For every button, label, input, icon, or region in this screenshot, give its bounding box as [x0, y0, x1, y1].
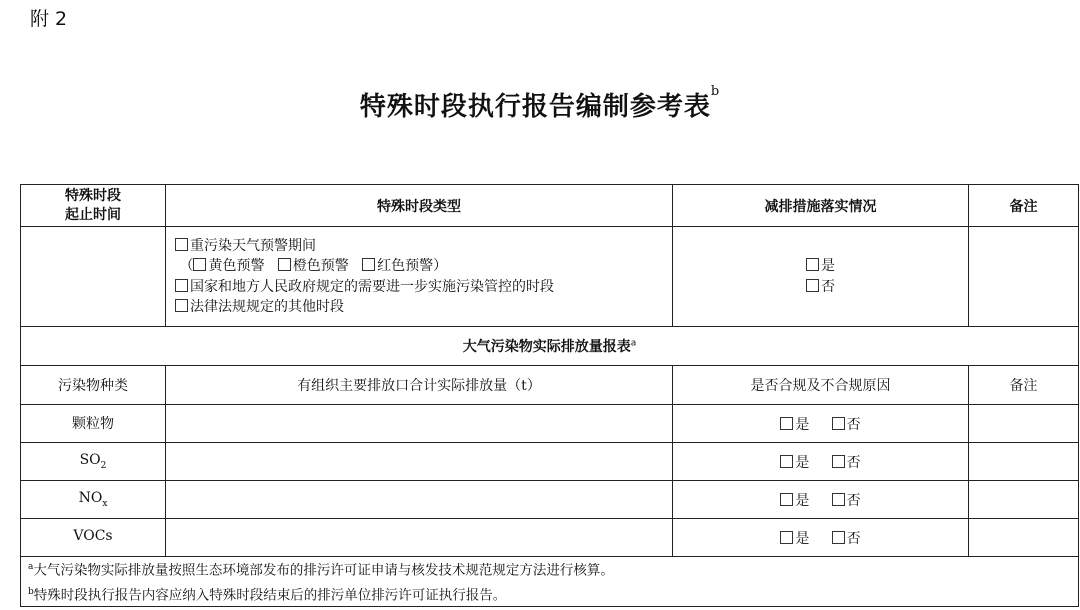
- no-label: 否: [846, 492, 861, 509]
- table-row: [21, 443, 1079, 481]
- amount-cell: [166, 443, 673, 481]
- emission-title-text: 大气污染物实际排放量报表: [462, 339, 631, 355]
- no-label: 否: [846, 530, 861, 547]
- pollutant-name: 颗粒物: [21, 405, 166, 443]
- note-a: [28, 557, 1078, 582]
- special-period-row: [21, 227, 1079, 327]
- header-period: [21, 185, 166, 227]
- header-period-line2: 起止时间: [65, 206, 121, 223]
- remarks-cell: [969, 519, 1079, 557]
- measures-cell: [673, 227, 969, 327]
- period-cell: [21, 227, 166, 327]
- checkbox-icon[interactable]: [780, 417, 793, 430]
- title-note-mark: b: [710, 84, 721, 99]
- header-remarks: 备注: [969, 185, 1079, 227]
- table-row: [21, 405, 1079, 443]
- note-b-mark: b: [28, 586, 34, 597]
- checkbox-icon[interactable]: [806, 258, 819, 271]
- compliance-cell: [673, 519, 969, 557]
- header-measures: 减排措施落实情况: [673, 185, 969, 227]
- checkbox-icon[interactable]: [278, 258, 291, 271]
- table-row: [21, 481, 1079, 519]
- type-option-government: [175, 277, 672, 298]
- no-label: 否: [846, 454, 861, 471]
- remarks-cell: [969, 443, 1079, 481]
- bracket-close: ）: [433, 258, 448, 274]
- note-b-text: 特殊时段执行报告内容应纳入特殊时段结束后的排污单位排污许可证执行报告。: [33, 587, 507, 603]
- emission-header-pollutant: 污染物种类: [21, 366, 166, 405]
- measures-yes: [673, 256, 968, 277]
- emission-header-row: [21, 366, 1079, 405]
- remarks-cell: [969, 481, 1079, 519]
- type-option-label: 重污染天气预警期间: [190, 237, 316, 254]
- report-table: [20, 184, 1079, 607]
- measures-no: [673, 277, 968, 298]
- amount-cell: [166, 405, 673, 443]
- emission-table-title: [21, 327, 1079, 366]
- checkbox-icon[interactable]: [362, 258, 375, 271]
- remarks-cell: [969, 405, 1079, 443]
- emission-table-title-row: [21, 327, 1079, 366]
- type-option-legal: [175, 297, 672, 318]
- note-a-text: 大气污染物实际排放量按照生态环境部发布的排污许可证申请与核发技术规范规定方法进行核算。: [33, 562, 614, 579]
- type-option-label: 法律法规规定的其他时段: [190, 299, 344, 315]
- bracket-open: （: [179, 258, 194, 274]
- table-row: [21, 519, 1079, 557]
- no-label: 否: [846, 416, 861, 433]
- checkbox-icon[interactable]: [175, 299, 188, 312]
- checkbox-icon[interactable]: [193, 258, 206, 271]
- compliance-cell: [673, 405, 969, 443]
- type-option-label: 国家和地方人民政府规定的需要进一步实施污染管控的时段: [190, 278, 554, 295]
- emission-header-compliance: 是否合规及不合规原因: [673, 366, 969, 405]
- warning-level-options: [175, 256, 672, 277]
- yes-label: 是: [795, 454, 810, 471]
- emission-header-amount: 有组织主要排放口合计实际排放量（t）: [166, 366, 673, 405]
- emission-title-note-mark: a: [630, 338, 637, 349]
- checkbox-icon[interactable]: [832, 455, 845, 468]
- pollutant-name: $SO_2$: [21, 443, 166, 481]
- checkbox-icon[interactable]: [175, 238, 188, 251]
- type-option-heavy-pollution: [175, 236, 672, 257]
- title-text: 特殊时段执行报告编制参考表: [359, 92, 711, 122]
- checkbox-icon[interactable]: [780, 493, 793, 506]
- checkbox-icon[interactable]: [832, 493, 845, 506]
- remarks-cell: [969, 227, 1079, 327]
- special-type-cell: [166, 227, 673, 327]
- pollutant-name: VOCs: [21, 519, 166, 557]
- yes-label: 是: [795, 492, 810, 509]
- page-title: [0, 86, 1080, 123]
- compliance-cell: [673, 481, 969, 519]
- checkbox-icon[interactable]: [780, 531, 793, 544]
- pollutant-name: $NO_x$: [21, 481, 166, 519]
- compliance-cell: [673, 443, 969, 481]
- amount-cell: [166, 481, 673, 519]
- emission-header-remarks: 备注: [969, 366, 1079, 405]
- header-period-line1: 特殊时段: [65, 187, 121, 204]
- warning-red-label: 红色预警: [377, 258, 434, 274]
- notes-cell: [21, 557, 1079, 607]
- warning-yellow-label: 黄色预警: [208, 258, 265, 274]
- header-type: 特殊时段类型: [166, 185, 673, 227]
- checkbox-icon[interactable]: [175, 279, 188, 292]
- note-b: [28, 582, 1078, 607]
- checkbox-icon[interactable]: [832, 417, 845, 430]
- checkbox-icon[interactable]: [832, 531, 845, 544]
- no-label: 否: [821, 278, 835, 295]
- checkbox-icon[interactable]: [780, 455, 793, 468]
- note-a-mark: a: [28, 562, 34, 572]
- warning-orange-label: 橙色预警: [292, 258, 349, 274]
- yes-label: 是: [795, 416, 810, 433]
- amount-cell: [166, 519, 673, 557]
- yes-label: 是: [795, 530, 810, 547]
- notes-row: [21, 557, 1079, 607]
- header-row: [21, 185, 1079, 227]
- attachment-label: 附 2: [30, 8, 68, 30]
- yes-label: 是: [821, 257, 835, 274]
- checkbox-icon[interactable]: [806, 279, 819, 292]
